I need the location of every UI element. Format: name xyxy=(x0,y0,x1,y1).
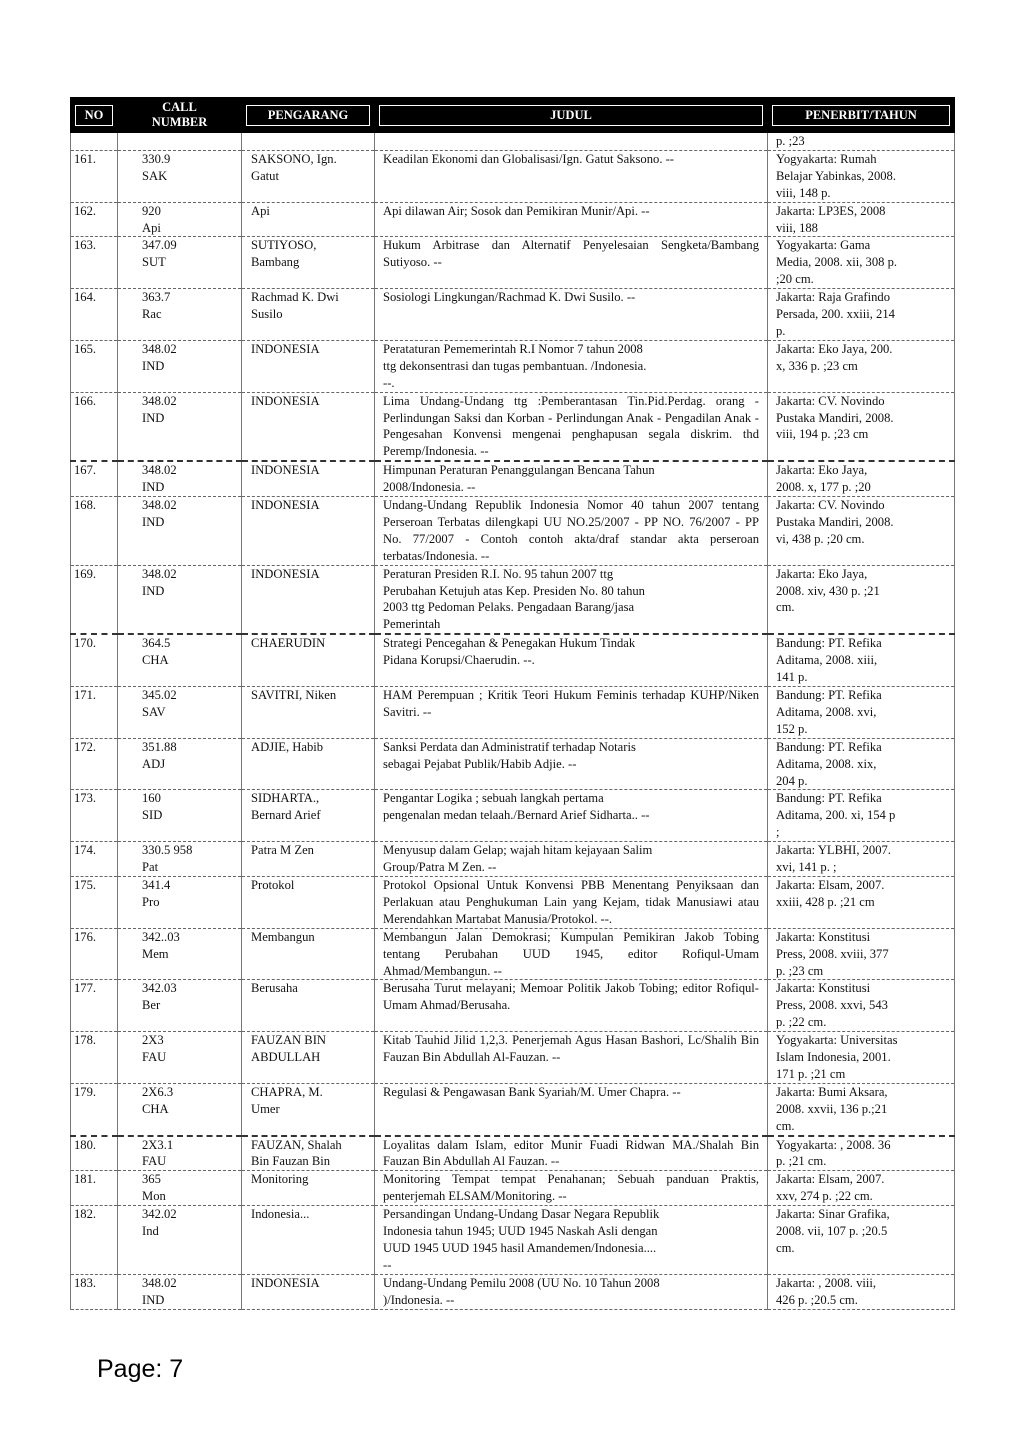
author: Monitoring xyxy=(242,1171,375,1206)
publisher: Jakarta: Sinar Grafika, 2008. vii, 107 p. ;20.5 cm. xyxy=(768,1206,955,1275)
title: Undang-Undang Pemilu 2008 (UU No. 10 Tahun 2008 )/Indonesia. -- xyxy=(375,1274,768,1309)
table-row xyxy=(71,980,955,1032)
catalog-sheet xyxy=(70,97,954,1310)
call-number: 348.02 IND xyxy=(118,565,242,634)
publisher: Jakarta: Eko Jaya, 2008. xiv, 430 p. ;21 cm. xyxy=(768,565,955,634)
publisher: Yogyakarta: Universitas Islam Indonesia, 2001. 171 p. ;21 cm xyxy=(768,1032,955,1084)
publisher: Bandung: PT. Refika Aditama, 2008. xvi, 152 p. xyxy=(768,687,955,739)
title: Monitoring Tempat tempat Penahanan; Sebuah panduan Praktis, penterjemah ELSAM/Monitoring. -- xyxy=(375,1171,768,1206)
author: INDONESIA xyxy=(242,392,375,461)
table-row xyxy=(71,565,955,634)
row-number: 174. xyxy=(71,842,118,877)
title: Keadilan Ekonomi dan Globalisasi/Ign. Gatut Saksono. -- xyxy=(375,150,768,202)
carry-over-row xyxy=(71,133,955,151)
row-number: 178. xyxy=(71,1032,118,1084)
header-publisher: PENERBIT/TAHUN xyxy=(768,98,955,133)
table-row xyxy=(71,1206,955,1275)
table-row xyxy=(71,497,955,566)
table-row xyxy=(71,392,955,461)
table-header-row xyxy=(71,98,955,133)
table-row xyxy=(71,1136,955,1171)
table-row xyxy=(71,237,955,289)
row-number: 161. xyxy=(71,150,118,202)
title: Regulasi & Pengawasan Bank Syariah/M. Umer Chapra. -- xyxy=(375,1083,768,1135)
author: SAVITRI, Niken xyxy=(242,687,375,739)
author: INDONESIA xyxy=(242,565,375,634)
row-number: 182. xyxy=(71,1206,118,1275)
table-row xyxy=(71,1274,955,1309)
table-row xyxy=(71,289,955,341)
publisher: Jakarta: Raja Grafindo Persada, 200. xxiii, 214 p. xyxy=(768,289,955,341)
publisher: Jakarta: YLBHI, 2007. xvi, 141 p. ; xyxy=(768,842,955,877)
title: Peraturan Presiden R.I. No. 95 tahun 2007 ttg Perubahan Ketujuh atas Kep. Presiden No. 80 tahun 2003 ttg Pedoman Pelaks. Pengadaan Barang/jasa Pemerintah xyxy=(375,565,768,634)
call-number: 348.02 IND xyxy=(118,392,242,461)
publisher: Jakarta: Konstitusi Press, 2008. xxvi, 543 p. ;22 cm. xyxy=(768,980,955,1032)
call-number: 2X3 FAU xyxy=(118,1032,242,1084)
title: Sosiologi Lingkungan/Rachmad K. Dwi Susilo. -- xyxy=(375,289,768,341)
call-number: 351.88 ADJ xyxy=(118,738,242,790)
title: Lima Undang-Undang ttg :Pemberantasan Tin.Pid.Perdag. orang - Perlindungan Saksi dan Korban - Perlindungan Anak - Pengadilan Anak - Pengesahan Konvensi mengenai penghapusan segala diskrim. thd Peremp/Indonesia. -- xyxy=(375,392,768,461)
call-number: 365 Mon xyxy=(118,1171,242,1206)
table-row xyxy=(71,461,955,496)
table-row xyxy=(71,1083,955,1135)
header-author: PENGARANG xyxy=(242,98,375,133)
row-number: 173. xyxy=(71,790,118,842)
author: Api xyxy=(242,202,375,237)
carry-over-publisher: p. ;23 xyxy=(768,133,955,151)
title: Berusaha Turut melayani; Memoar Politik Jakob Tobing; editor Rofiqul-Umam Ahmad/Berusaha. xyxy=(375,980,768,1032)
publisher: Jakarta: CV. Novindo Pustaka Mandiri, 2008. viii, 194 p. ;23 cm xyxy=(768,392,955,461)
call-number: 2X3.1 FAU xyxy=(118,1136,242,1171)
call-number: 341.4 Pro xyxy=(118,876,242,928)
call-number: 345.02 SAV xyxy=(118,687,242,739)
author: FAUZAN, Shalah Bin Fauzan Bin xyxy=(242,1136,375,1171)
title: Api dilawan Air; Sosok dan Pemikiran Munir/Api. -- xyxy=(375,202,768,237)
call-number: 342..03 Mem xyxy=(118,928,242,980)
call-number: 330.9 SAK xyxy=(118,150,242,202)
call-number: 363.7 Rac xyxy=(118,289,242,341)
header-call-number: CALL NUMBER xyxy=(118,98,242,133)
author: Rachmad K. Dwi Susilo xyxy=(242,289,375,341)
author: INDONESIA xyxy=(242,497,375,566)
title: Undang-Undang Republik Indonesia Nomor 40 tahun 2007 tentang Perseroan Terbatas dilengkapi UU NO.25/2007 - PP NO. 76/2007 - PP No. 77/2007 - Contoh contoh akta/draf standar akta perseroan terbatas/Indonesia. -- xyxy=(375,497,768,566)
row-number: 181. xyxy=(71,1171,118,1206)
table-row xyxy=(71,687,955,739)
author: INDONESIA xyxy=(242,461,375,496)
author: CHAERUDIN xyxy=(242,634,375,686)
table-row xyxy=(71,1032,955,1084)
row-number: 171. xyxy=(71,687,118,739)
author: SAKSONO, Ign. Gatut xyxy=(242,150,375,202)
author: ADJIE, Habib xyxy=(242,738,375,790)
publisher: Jakarta: Bumi Aksara, 2008. xxvii, 136 p.;21 cm. xyxy=(768,1083,955,1135)
author: Membangun xyxy=(242,928,375,980)
row-number: 167. xyxy=(71,461,118,496)
title: Sanksi Perdata dan Administratif terhadap Notaris sebagai Pejabat Publik/Habib Adjie. -- xyxy=(375,738,768,790)
title: HAM Perempuan ; Kritik Teori Hukum Feminis terhadap KUHP/Niken Savitri. -- xyxy=(375,687,768,739)
table-row xyxy=(71,928,955,980)
call-number: 348.02 IND xyxy=(118,461,242,496)
publisher: Jakarta: Eko Jaya, 2008. x, 177 p. ;20 xyxy=(768,461,955,496)
publisher: Jakarta: CV. Novindo Pustaka Mandiri, 2008. vi, 438 p. ;20 cm. xyxy=(768,497,955,566)
table-row xyxy=(71,150,955,202)
publisher: Jakarta: Konstitusi Press, 2008. xviii, 377 p. ;23 cm xyxy=(768,928,955,980)
row-number: 172. xyxy=(71,738,118,790)
author: Protokol xyxy=(242,876,375,928)
title: Strategi Pencegahan & Penegakan Hukum Tindak Pidana Korupsi/Chaerudin. --. xyxy=(375,634,768,686)
table-row xyxy=(71,340,955,392)
row-number: 168. xyxy=(71,497,118,566)
author: Patra M Zen xyxy=(242,842,375,877)
call-number: 348.02 IND xyxy=(118,497,242,566)
publisher: Jakarta: LP3ES, 2008 viii, 188 xyxy=(768,202,955,237)
publisher: Yogyakarta: Gama Media, 2008. xii, 308 p. ;20 cm. xyxy=(768,237,955,289)
row-number: 179. xyxy=(71,1083,118,1135)
publisher: Jakarta: , 2008. viii, 426 p. ;20.5 cm. xyxy=(768,1274,955,1309)
row-number: 177. xyxy=(71,980,118,1032)
call-number: 348.02 IND xyxy=(118,340,242,392)
title: Membangun Jalan Demokrasi; Kumpulan Pemikiran Jakob Tobing tentang Perubahan UUD 1945, editor Rofiqul-Umam Ahmad/Membangun. -- xyxy=(375,928,768,980)
row-number: 180. xyxy=(71,1136,118,1171)
row-number: 165. xyxy=(71,340,118,392)
author: Berusaha xyxy=(242,980,375,1032)
row-number: 183. xyxy=(71,1274,118,1309)
call-number: 347.09 SUT xyxy=(118,237,242,289)
call-number: 342.03 Ber xyxy=(118,980,242,1032)
publisher: Jakarta: Elsam, 2007. xxv, 274 p. ;22 cm. xyxy=(768,1171,955,1206)
table-row xyxy=(71,876,955,928)
row-number: 176. xyxy=(71,928,118,980)
publisher: Yogyakarta: Rumah Belajar Yabinkas, 2008. viii, 148 p. xyxy=(768,150,955,202)
table-row xyxy=(71,842,955,877)
call-number: 342.02 Ind xyxy=(118,1206,242,1275)
row-number: 163. xyxy=(71,237,118,289)
author: Indonesia... xyxy=(242,1206,375,1275)
author: SIDHARTA., Bernard Arief xyxy=(242,790,375,842)
header-no: NO xyxy=(71,98,118,133)
call-number: 364.5 CHA xyxy=(118,634,242,686)
publisher: Jakarta: Elsam, 2007. xxiii, 428 p. ;21 cm xyxy=(768,876,955,928)
publisher: Bandung: PT. Refika Aditama, 200. xi, 154 p ; xyxy=(768,790,955,842)
call-number: 2X6.3 CHA xyxy=(118,1083,242,1135)
row-number: 162. xyxy=(71,202,118,237)
table-row xyxy=(71,738,955,790)
table-row xyxy=(71,1171,955,1206)
title: Pengantar Logika ; sebuah langkah pertama pengenalan medan telaah./Bernard Arief Sidharta.. -- xyxy=(375,790,768,842)
table-row xyxy=(71,634,955,686)
row-number: 175. xyxy=(71,876,118,928)
table-row xyxy=(71,202,955,237)
table-row xyxy=(71,790,955,842)
catalog-table xyxy=(70,97,955,1310)
row-number: 166. xyxy=(71,392,118,461)
table-body xyxy=(71,133,955,1310)
publisher: Yogyakarta: , 2008. 36 p. ;21 cm. xyxy=(768,1136,955,1171)
author: CHAPRA, M. Umer xyxy=(242,1083,375,1135)
author: INDONESIA xyxy=(242,1274,375,1309)
row-number: 170. xyxy=(71,634,118,686)
title: Kitab Tauhid Jilid 1,2,3. Penerjemah Agus Hasan Bashori, Lc/Shalih Bin Fauzan Bin Abdullah Al-Fauzan. -- xyxy=(375,1032,768,1084)
call-number: 160 SID xyxy=(118,790,242,842)
author: INDONESIA xyxy=(242,340,375,392)
title: Perataturan Pememerintah R.I Nomor 7 tahun 2008 ttg dekonsentrasi dan tugas pembantuan. /Indonesia. --. xyxy=(375,340,768,392)
call-number: 348.02 IND xyxy=(118,1274,242,1309)
publisher: Jakarta: Eko Jaya, 200. x, 336 p. ;23 cm xyxy=(768,340,955,392)
title: Himpunan Peraturan Penanggulangan Bencana Tahun 2008/Indonesia. -- xyxy=(375,461,768,496)
title: Hukum Arbitrase dan Alternatif Penyelesaian Sengketa/Bambang Sutiyoso. -- xyxy=(375,237,768,289)
call-number: 920 Api xyxy=(118,202,242,237)
title: Menyusup dalam Gelap; wajah hitam kejayaan Salim Group/Patra M Zen. -- xyxy=(375,842,768,877)
author: SUTIYOSO, Bambang xyxy=(242,237,375,289)
page-number: Page: 7 xyxy=(97,1355,184,1383)
row-number: 164. xyxy=(71,289,118,341)
title: Loyalitas dalam Islam, editor Munir Fuadi Ridwan MA./Shalah Bin Fauzan Bin Abdullah Al Fauzan. -- xyxy=(375,1136,768,1171)
publisher: Bandung: PT. Refika Aditama, 2008. xiii, 141 p. xyxy=(768,634,955,686)
title: Protokol Opsional Untuk Konvensi PBB Menentang Penyiksaan dan Perlakuan atau Penghukuman Lain yang Kejam, tidak Manusiawi atau Merendahkan Martabat Manusia/Protokol. --. xyxy=(375,876,768,928)
call-number: 330.5 958 Pat xyxy=(118,842,242,877)
header-title: JUDUL xyxy=(375,98,768,133)
row-number: 169. xyxy=(71,565,118,634)
title: Persandingan Undang-Undang Dasar Negara Republik Indonesia tahun 1945; UUD 1945 Naskah Asli dengan UUD 1945 UUD 1945 hasil Amandemen/Indonesia.... -- xyxy=(375,1206,768,1275)
publisher: Bandung: PT. Refika Aditama, 2008. xix, 204 p. xyxy=(768,738,955,790)
author: FAUZAN BIN ABDULLAH xyxy=(242,1032,375,1084)
